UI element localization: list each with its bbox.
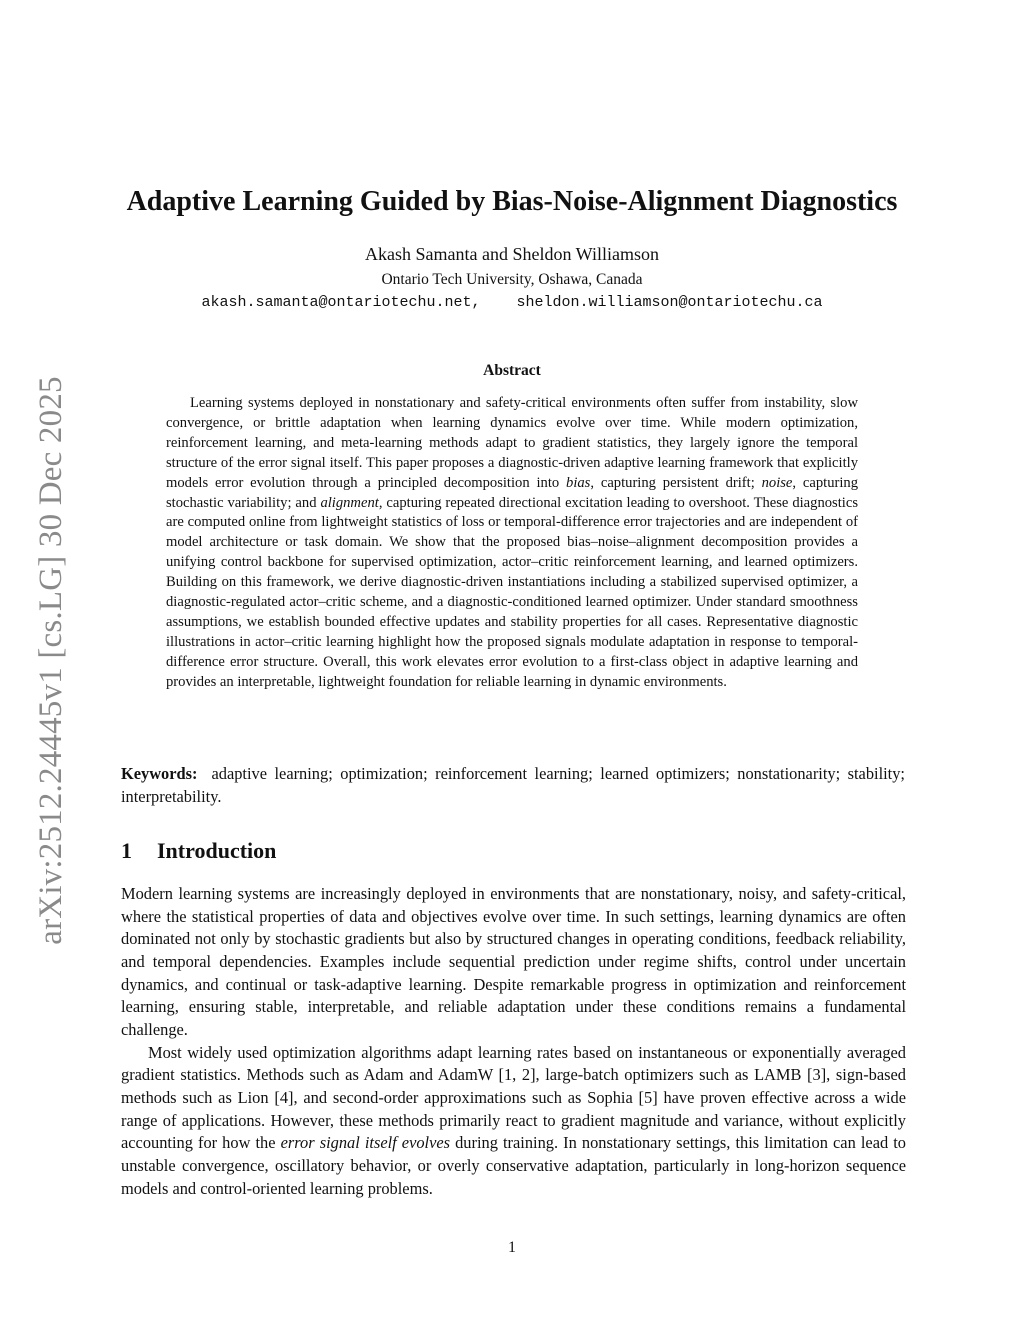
keywords (121, 762, 905, 808)
section-title: Introduction (157, 838, 277, 863)
intro-body (121, 883, 906, 1200)
abstract-em-alignment: alignment (320, 494, 379, 511)
section-number: 1 (121, 838, 132, 863)
keywords-label: Keywords: (121, 764, 198, 783)
arxiv-stamp-text: arXiv:2512.24445v1 [cs.LG] 30 Dec 2025 (32, 375, 69, 945)
intro-paragraph-1: Modern learning systems are increasingly deployed in environments that are nonstationary, noisy, and safety-critical, where the statistical properties of data and objectives evolve over time. In such settings, learning dynamics are often dominated not only by stochastic gradients but also by structured changes in operating conditions, feedback reliability, and temporal dependencies. Examples include sequential prediction under regime shifts, control under uncertain dynamics, and continual or task-adaptive learning. Despite remarkable progress in optimization and reinforcement learning, ensuring stable, interpretable, and reliable adaptation under these conditions remains a fundamental challenge. (121, 884, 906, 1039)
intro-emphasis: error signal itself evolves (280, 1133, 451, 1153)
keywords-text: adaptive learning; optimization; reinforcement learning; learned optimizers; nonstationarity; stability; interpretability. (121, 764, 905, 806)
authors: Akash Samanta and Sheldon Williamson (365, 244, 659, 264)
abstract-em-bias: bias (566, 474, 591, 491)
page-number: 1 (508, 1239, 516, 1256)
paper-title: Adaptive Learning Guided by Bias-Noise-Alignment Diagnostics (126, 186, 898, 217)
section-heading (121, 838, 276, 864)
affiliation: Ontario Tech University, Oshawa, Canada (381, 271, 643, 288)
intro-paragraph-2: Most widely used optimization algorithms adapt learning rates based on instantaneous or exponentially averaged gradient statistics. Methods such as Adam and AdamW [1, 2], large-batch optimizers such as LAMB [3], sign-based methods such as Lion [4], and second-order approximations such as Sophia [5] have proven effective across a wide range of applications. However, these methods primarily react to gradient magnitude and variance, without explicitly accounting for how the error signal itself evolves during training. In nonstationary settings, this limitation can lead to unstable convergence, oscillatory behavior, or overly conservative adaptation, particularly in long-horizon sequence models and control-oriented learning problems. (121, 1042, 906, 1198)
abstract-text: Learning systems deployed in nonstationary and safety-critical environments often suffer from instability, slow convergence, or brittle adaptation when learning dynamics evolve over time. While modern optimization, reinforcement learning, and meta-learning methods adapt to gradient statistics, they largely ignore the temporal structure of the error signal itself. This paper proposes a diagnostic-driven adaptive learning framework that explicitly models error evolution through a principled decomposition into bias, capturing persistent drift; noise, capturing stochastic variability; and alignment, capturing repeated directional excitation leading to overshoot. These diagnostics are computed online from lightweight statistics of loss or temporal-difference error trajectories and are independent of model architecture or task domain. We show that the proposed bias–noise–alignment decomposition provides a unifying control backbone for supervised optimization, actor–critic reinforcement learning, and learned optimizers. Building on this framework, we derive diagnostic-driven instantiations including a stabilized supervised optimizer, a diagnostic-regulated actor–critic scheme, and a diagnostic-conditioned learned optimizer. Under standard smoothness assumptions, we establish bounded effective updates and stability properties for all cases. Representative diagnostic illustrations in actor–critic learning highlight how the proposed signals modulate adaptation in response to temporal-difference error structure. Overall, this work elevates error evolution to a first-class object in adaptive learning and provides an interpretable, lightweight foundation for reliable learning in dynamic environments. (166, 395, 859, 690)
abstract-heading: Abstract (483, 362, 541, 379)
arxiv-stamp (32, 360, 69, 960)
email-1[interactable]: akash.samanta@ontariotechu.net, (201, 294, 481, 311)
emails (0, 294, 1024, 311)
abstract-em-noise: noise (761, 474, 793, 491)
email-2[interactable]: sheldon.williamson@ontariotechu.ca (516, 294, 823, 311)
